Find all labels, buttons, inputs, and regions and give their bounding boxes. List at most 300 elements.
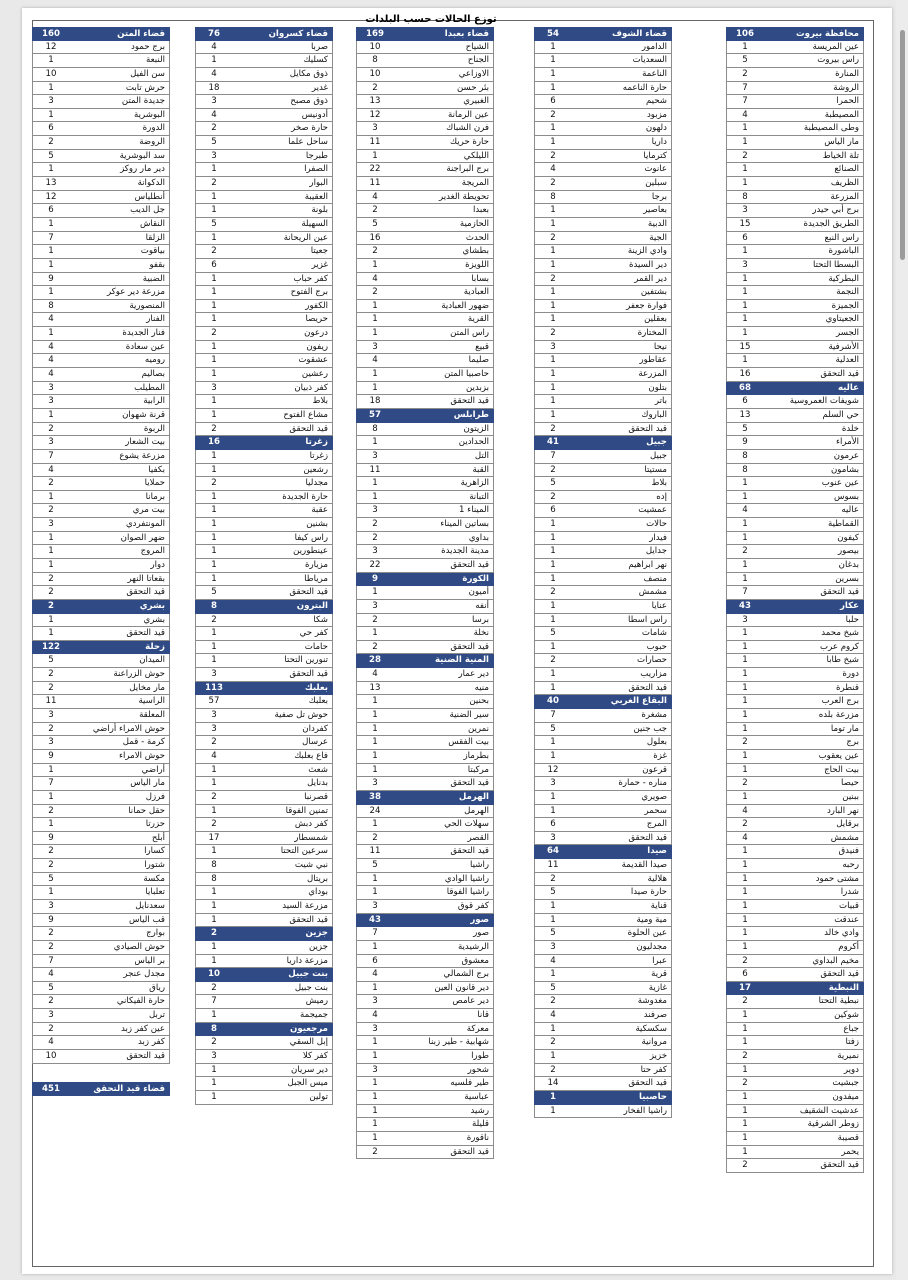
town-name: مية ومية [636,914,667,925]
case-count: 1 [372,737,378,748]
case-count: 2 [372,205,378,216]
table-row [726,654,864,668]
table-row [356,532,494,546]
town-name: عين عنوب [821,478,859,489]
table-row [726,736,864,750]
case-count: 2 [372,832,378,843]
table-row [195,723,333,737]
table-row [356,941,494,955]
case-count: 5 [742,55,748,66]
town-name: دير القمر [634,273,667,284]
district-total: 43 [369,914,381,925]
town-name: فرن الشباك [446,123,489,134]
table-row [32,573,170,587]
town-name: عقبة [311,505,328,516]
town-name: رميش [305,996,328,1007]
case-count: 1 [550,382,556,393]
table-row [356,614,494,628]
district-header [356,573,494,587]
district-total: 8 [211,600,217,611]
table-row [534,532,672,546]
town-name: ببنين [842,791,859,802]
town-name: فنيدق [838,846,859,857]
table-row [32,927,170,941]
table-row [356,764,494,778]
town-name: حوش الامراء [118,750,165,761]
case-count: 11 [369,178,381,189]
table-row [534,559,672,573]
town-name: قيد التحقق [820,1160,859,1171]
table-row [195,464,333,478]
town-name: مار مخايل [129,682,165,693]
table-row [195,845,333,859]
case-count: 1 [211,778,217,789]
case-count: 2 [742,819,748,830]
table-row [32,695,170,709]
table-row [726,1091,864,1105]
table-row [726,450,864,464]
case-count: 1 [211,464,217,475]
town-name: إده [656,491,667,502]
table-row [726,791,864,805]
case-count: 1 [211,805,217,816]
case-count: 4 [550,164,556,175]
table-row [356,54,494,68]
table-row [356,832,494,846]
town-name: قب الياس [129,914,165,925]
town-name: الغبيري [463,96,489,107]
case-count: 1 [742,641,748,652]
town-name: الزيتون [463,423,489,434]
town-name: قيد التحقق [450,1146,489,1157]
case-count: 2 [742,955,748,966]
table-row [726,327,864,341]
table-row [534,641,672,655]
case-count: 8 [742,464,748,475]
district-header [195,968,333,982]
town-name: معركة [466,1023,489,1034]
table-row [534,900,672,914]
table-row [356,736,494,750]
town-name: كفر ذبيان [294,382,328,393]
table-row [195,559,333,573]
table-row [32,709,170,723]
town-name: قناية [650,901,667,911]
table-row [726,313,864,327]
case-count: 3 [48,737,54,748]
table-row [32,654,170,668]
town-name: بيت الفقس [448,737,489,748]
table-row [356,382,494,396]
table-row [534,1105,672,1119]
table-row [534,573,672,587]
town-name: الرابية [143,396,165,407]
town-name: كرمة - قمل [122,737,165,748]
table-row [32,545,170,559]
table-row [534,204,672,218]
case-count: 6 [48,123,54,134]
town-name: الناعمة [642,68,667,79]
town-name: البطركية [828,273,859,284]
case-count: 5 [48,982,54,993]
town-name: الجميزة [831,300,859,311]
town-name: البوار [309,178,328,189]
table-row [534,736,672,750]
town-name: راشيا الفوقا [446,887,489,898]
table-row [356,464,494,478]
town-name: عين المريسة [812,41,859,52]
table-row [195,900,333,914]
case-count: 1 [550,355,556,366]
table-row [534,955,672,969]
town-name: حي السلم [822,409,859,420]
district-header [195,1023,333,1037]
town-name: دلهون [645,123,667,134]
town-name: صربا [310,41,328,52]
table-row [534,382,672,396]
case-count: 1 [742,682,748,693]
town-name: حارة صيدا [630,887,667,898]
table-row [534,600,672,614]
case-count: 1 [742,873,748,884]
table-row [726,805,864,819]
case-count: 1 [742,655,748,666]
case-count: 4 [372,1010,378,1021]
town-name: الحدادين [458,437,489,448]
table-row [534,777,672,791]
town-name: تلة الخياط [822,150,859,161]
scrollbar-thumb[interactable] [900,30,905,260]
town-name: بيصور [837,546,859,557]
case-count: 24 [369,805,381,816]
scrollbar[interactable] [896,0,908,1280]
case-count: 2 [211,791,217,802]
case-count: 2 [372,246,378,257]
case-count: 1 [372,1132,378,1143]
town-name: قيد التحقق [820,587,859,598]
town-name: برج البراجنة [446,164,489,175]
town-name: بلاط [312,396,328,407]
town-name: ضهور العبادية [441,300,489,311]
case-count: 1 [48,55,54,66]
case-count: 5 [742,423,748,434]
table-row [534,764,672,778]
case-count: 1 [211,1078,217,1089]
case-count: 3 [742,614,748,625]
case-count: 2 [550,491,556,502]
town-name: مزرعة السيد [282,901,328,911]
town-name: عبرا [652,955,667,966]
table-row [32,736,170,750]
district-name: صور [470,914,489,925]
town-name: بقفو [149,259,165,270]
table-row [726,968,864,982]
town-name: الكفور [305,300,328,311]
case-count: 1 [48,764,54,775]
table-row [195,886,333,900]
town-name: شدرا [840,887,859,898]
column-metn-bsharri-zahle [32,27,170,1064]
table-row [726,668,864,682]
table-row [356,845,494,859]
town-name: الظريف [830,178,859,189]
page-title: توزع الحالات حسب البلدات [365,14,497,25]
table-row [195,791,333,805]
town-name: عانوت [644,164,667,175]
table-row [726,1146,864,1160]
table-row [534,805,672,819]
table-row [32,477,170,491]
town-name: سد البوشرية [119,150,165,161]
town-name: تمنين الفوقا [285,805,328,816]
town-name: بعلبك [308,696,328,707]
table-row [356,504,494,518]
case-count: 1 [742,791,748,802]
table-row [534,682,672,696]
table-row [726,1132,864,1146]
case-count: 1 [211,1010,217,1021]
town-name: سن الفيل [130,68,165,79]
town-name: تحويطة الغدير [439,191,489,202]
town-name: مخيم البداوي [812,955,859,966]
case-count: 10 [45,68,57,79]
table-row [534,82,672,96]
case-count: 2 [211,328,217,339]
town-name: الضبية [142,273,165,284]
table-row [356,955,494,969]
town-name: تنورين التحتا [284,655,328,666]
case-count: 1 [48,887,54,898]
table-row [534,832,672,846]
table-row [195,614,333,628]
table-row [32,327,170,341]
town-name: حارة صخر [291,123,328,134]
case-count: 1 [742,355,748,366]
town-name: حقل حمانا [128,805,165,816]
table-row [356,723,494,737]
table-row [356,927,494,941]
table-row [32,177,170,191]
table-row [534,163,672,177]
district-total: 54 [547,29,559,39]
table-row [195,764,333,778]
town-name: المزرعة [638,369,667,380]
case-count: 9 [48,750,54,761]
district-total: 8 [211,1023,217,1034]
table-row [534,654,672,668]
table-row [726,286,864,300]
table-row [726,68,864,82]
table-row [195,382,333,396]
town-name: حرش تابت [125,82,165,93]
case-count: 1 [742,328,748,339]
town-name: عين كفر زبد [121,1023,165,1034]
table-row [195,668,333,682]
town-name: المروج [140,546,165,557]
town-name: كترمايا [643,150,667,161]
case-count: 2 [211,123,217,134]
case-count: 15 [739,218,751,229]
town-name: حامات [304,641,328,652]
table-row [726,695,864,709]
town-name: زفتا [845,1037,859,1048]
town-name: المصيطبة [824,109,859,120]
town-name: بداوي [468,532,489,543]
town-name: جزين [309,941,328,952]
table-row [195,491,333,505]
table-row [534,464,672,478]
table-row [726,873,864,887]
case-count: 8 [372,55,378,66]
case-count: 1 [742,914,748,925]
case-count: 2 [550,1037,556,1048]
table-row [195,450,333,464]
town-name: مروانية [641,1037,667,1048]
table-row [195,41,333,55]
town-name: ذوق مكايل [289,68,328,79]
town-name: البوشرية [134,109,165,120]
table-row [32,627,170,641]
table-row [195,177,333,191]
case-count: 1 [550,682,556,693]
table-row [356,518,494,532]
town-name: مزاريب [640,669,667,680]
town-name: مزرعة بلده [818,710,859,721]
town-name: ميس الجبل [287,1078,328,1089]
table-row [195,95,333,109]
case-count: 1 [372,478,378,489]
table-row [534,122,672,136]
town-name: سهلات الحي [444,819,489,830]
district-name: قضاء المتن [117,29,165,39]
town-name: قليلة [472,1119,489,1130]
table-row [195,695,333,709]
case-count: 1 [550,559,556,570]
case-count: 3 [372,778,378,789]
case-count: 16 [739,369,751,380]
case-count: 2 [372,82,378,93]
table-row [534,273,672,287]
case-count: 3 [48,1010,54,1021]
town-name: عينطورين [293,546,328,557]
district-name: قضاء كسروان [268,29,328,39]
table-row [32,1050,170,1064]
case-count: 1 [211,519,217,530]
district-total: 17 [739,982,751,993]
case-count: 1 [742,941,748,952]
case-count: 3 [48,901,54,911]
town-name: شتورا [144,860,165,871]
case-count: 1 [211,355,217,366]
table-row [32,300,170,314]
town-name: بتلون [648,382,667,393]
district-total: 106 [736,29,754,39]
case-count: 2 [48,573,54,584]
town-name: حوش تل صفية [274,710,328,721]
case-count: 1 [48,532,54,543]
case-count: 4 [742,109,748,120]
case-count: 9 [742,437,748,448]
town-name: وادي الزينة [627,246,667,257]
town-name: قيد التحقق [289,669,328,680]
case-count: 2 [48,478,54,489]
table-row [534,927,672,941]
district-total: 64 [547,846,559,857]
table-row [195,955,333,969]
town-name: الشياح [465,41,489,52]
town-name: رعشين [301,369,328,380]
table-row [195,941,333,955]
table-row [356,245,494,259]
table-row [32,1009,170,1023]
town-name: حوش الصيادي [113,941,165,952]
table-row [356,1105,494,1119]
case-count: 12 [45,41,57,52]
town-name: القصر [467,832,489,843]
district-total: 40 [547,696,559,707]
town-name: معشوق [461,955,489,966]
town-name: تعلبايا [145,887,165,898]
case-count: 4 [48,464,54,475]
case-count: 2 [550,873,556,884]
table-row [726,709,864,723]
case-count: 1 [550,259,556,270]
case-count: 2 [211,819,217,830]
town-name: شعث [308,764,328,775]
table-row [32,818,170,832]
case-count: 7 [550,710,556,721]
town-name: صيدا القديمة [621,860,667,871]
case-count: 15 [739,341,751,352]
table-row [726,573,864,587]
case-count: 6 [372,955,378,966]
case-count: 1 [550,573,556,584]
district-total: 28 [369,655,381,666]
case-count: 1 [742,41,748,52]
town-name: نيحا [653,341,667,352]
case-count: 1 [372,259,378,270]
table-row [726,136,864,150]
table-row [726,614,864,628]
case-count: 6 [742,232,748,243]
table-row [32,1036,170,1050]
table-row [726,491,864,505]
table-row [356,273,494,287]
town-name: شوكين [834,1010,859,1021]
district-total: 41 [547,437,559,448]
case-count: 5 [550,982,556,993]
table-row [356,327,494,341]
table-row [356,1023,494,1037]
case-count: 3 [48,96,54,107]
case-count: 1 [211,546,217,557]
town-name: فنار الجديدة [122,328,165,339]
town-name: برقايل [836,819,859,830]
town-name: منصف [643,573,667,584]
district-total: 10 [208,969,220,980]
town-name: برج العرب [821,696,859,707]
district-name: مرجعيون [290,1023,328,1034]
town-name: ضهر الصوان [120,532,165,543]
table-row [534,368,672,382]
case-count: 1 [48,819,54,830]
table-row [356,641,494,655]
town-name: برج الشمالي [443,969,489,980]
case-count: 1 [372,873,378,884]
town-name: القرية [467,314,489,325]
table-row [32,559,170,573]
table-row [726,477,864,491]
